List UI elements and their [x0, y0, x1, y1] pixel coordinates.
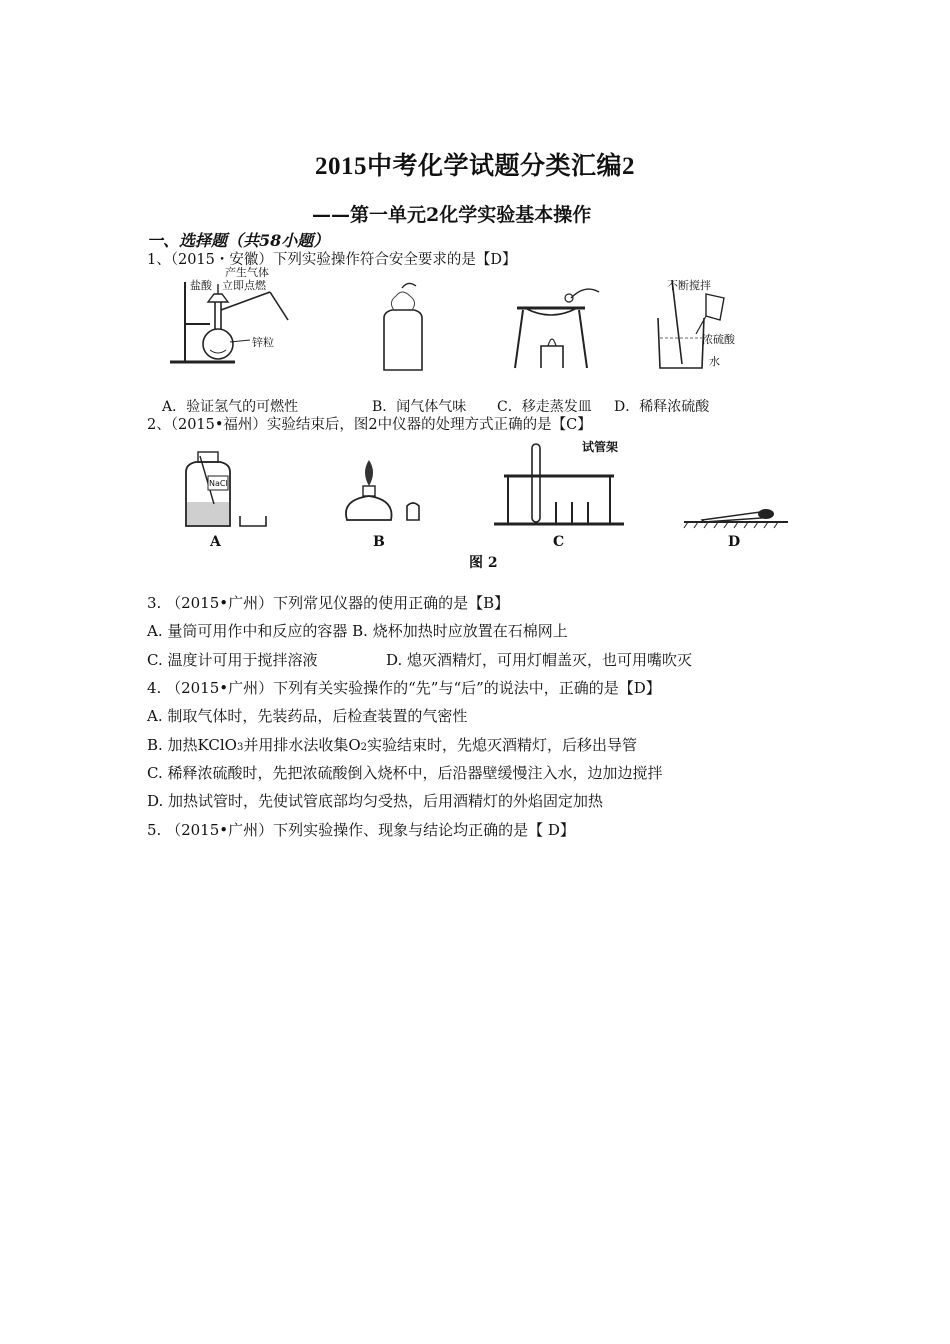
q2-label-b: B	[373, 534, 385, 550]
question-4-stem: 4. （2015•广州）下列有关实验操作的“先”与“后”的说法中，正确的是【D】	[147, 679, 661, 697]
q1-option-b: B．闻气体气味	[372, 399, 467, 415]
q2-label-c: C	[553, 534, 565, 550]
q1-label-zinc: 锌粒	[252, 336, 274, 349]
q1-option-c: C．移走蒸发皿	[497, 399, 592, 415]
q1-label-stir: 不断搅拌	[667, 279, 711, 292]
q2-label-d: D	[728, 534, 741, 550]
q2-label-nacl: NaCl	[209, 479, 228, 488]
question-1-stem: 1、（2015・安徽）下列实验操作符合安全要求的是【D】	[147, 252, 517, 268]
q4-b-part2: 并用排水法收集O	[243, 736, 361, 754]
question-5-stem: 5. （2015•广州）下列实验操作、现象与结论均正确的是【 D】	[147, 821, 575, 839]
question-3-options-ab: A. 量筒可用作中和反应的容器 B. 烧杯加热时应放置在石棉网上	[147, 622, 568, 640]
document-title: 2015中考化学试题分类汇编2	[314, 153, 635, 180]
q1-label-acid: 盐酸	[190, 279, 212, 292]
q1-option-d: D．稀释浓硫酸	[614, 399, 710, 415]
question-3-stem: 3. （2015•广州）下列常见仪器的使用正确的是【B】	[147, 594, 510, 612]
q1-figure-evaporating-dish	[505, 278, 605, 374]
question-4-option-c: C. 稀释浓硫酸时，先把浓硫酸倒入烧杯中，后沿器壁缓慢注入水，边加边搅拌	[147, 764, 663, 782]
question-4-option-b	[147, 734, 637, 755]
q4-b-part1: B. 加热KClO	[147, 736, 237, 754]
q4-b-sub2: 2	[360, 742, 367, 753]
q2-figure-a-reagent-bottle	[180, 446, 275, 531]
q2-label-a: A	[210, 534, 221, 550]
section-heading: 一、选择题（共58小题）	[147, 231, 330, 250]
question-4-option-d: D. 加热试管时，先使试管底部均匀受热，后用酒精灯的外焰固定加热	[147, 792, 604, 810]
question-3-option-d: D. 熄灭酒精灯，可用灯帽盖灭，也可用嘴吹灭	[386, 651, 693, 669]
q2-figure-d-test-tube-on-table	[682, 500, 792, 530]
document-subtitle: ——第一单元2化学实验基本操作	[312, 204, 592, 226]
q1-figure-smell	[368, 278, 438, 374]
q1-label-ignite: 立即点燃	[222, 279, 266, 292]
q1-label-conc-acid: 浓硫酸	[702, 333, 735, 346]
q1-label-gas: 产生气体	[225, 266, 269, 279]
q4-b-sub1: 3	[236, 742, 244, 753]
q2-label-rack: 试管架	[582, 440, 619, 454]
q4-b-part3: 实验结束时，先熄灭酒精灯，后移出导管	[367, 736, 638, 754]
question-4-option-a: A. 制取气体时，先装药品，后检查装置的气密性	[147, 707, 468, 725]
q2-figure-b-alcohol-lamp	[335, 456, 435, 526]
q1-label-water: 水	[709, 355, 720, 368]
question-2-stem: 2、（2015•福州）实验结束后，图2中仪器的处理方式正确的是【C】	[147, 417, 592, 433]
q2-figure-caption: 图 2	[469, 555, 498, 571]
question-3-option-c: C. 温度计可用于搅拌溶液	[147, 651, 318, 669]
q1-option-a: A．验证氢气的可燃性	[162, 399, 299, 415]
